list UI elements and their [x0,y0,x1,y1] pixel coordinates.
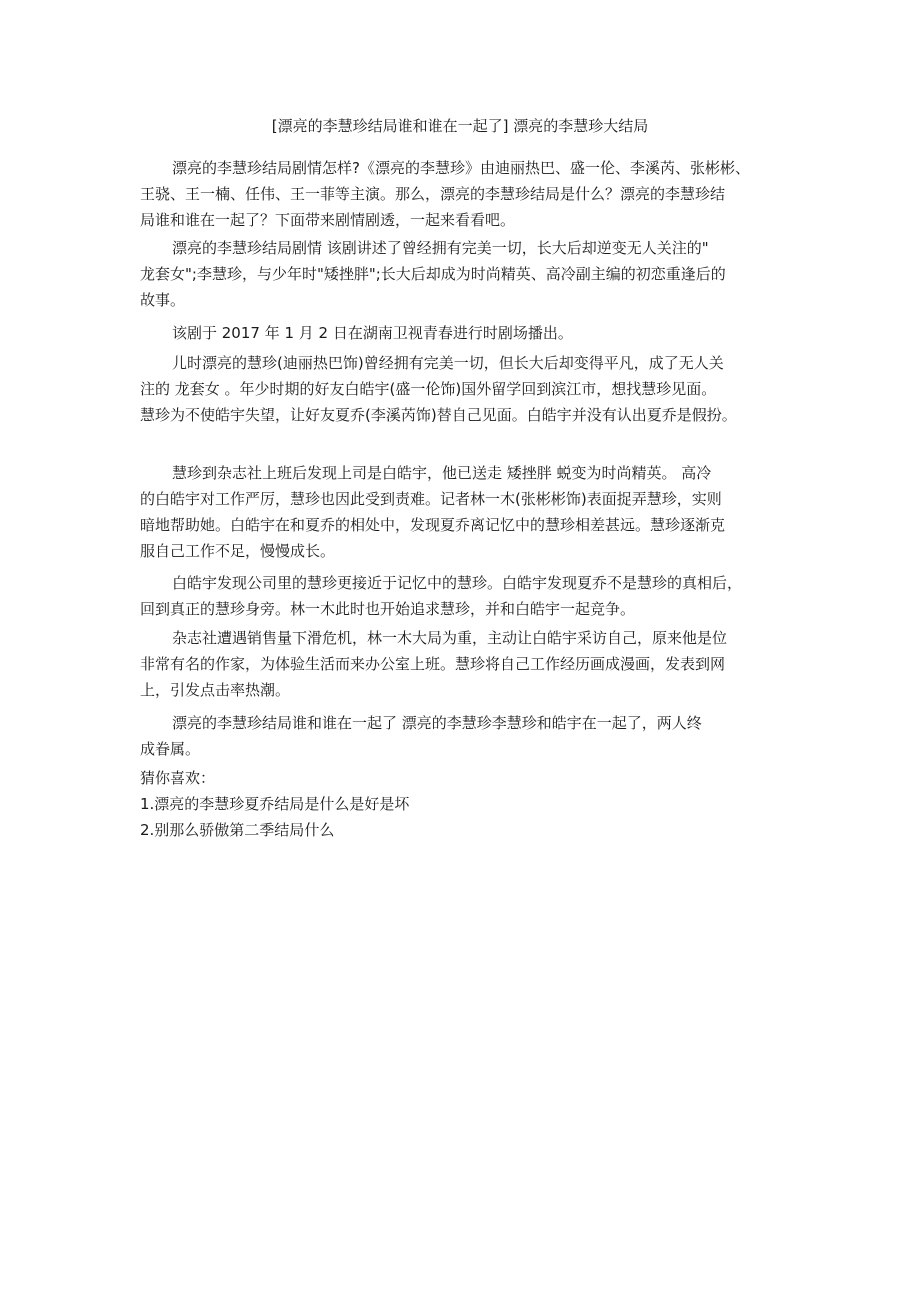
text-line: 服自己工作不足，慢慢成长。 [140,542,336,560]
text-line: 龙套女";李慧珍，与少年时"矮挫胖";长大后却成为时尚精英、高冷副主编的初恋重逢后的 [140,265,726,283]
text-line: 漂亮的李慧珍结局谁和谁在一起了 漂亮的李慧珍李慧珍和皓宇在一起了，两人终 [172,714,702,732]
text-line: 成眷属。 [140,740,201,758]
paragraph-intro [140,155,790,233]
text-line: 暗地帮助她。白皓宇在和夏乔的相处中，发现夏乔离记忆中的慧珍相差甚远。慧珍逐渐克 [140,516,726,534]
paragraph-broadcast [140,320,790,346]
text-line: 杂志社遭遇销售量下滑危机，林一木大局为重，主动让白皓宇采访自己，原来他是位 [172,629,728,647]
text-line: 注的 龙套女 。年少时期的好友白皓宇(盛一伦饰)国外留学回到滨江市，想找慧珍见面。 [140,380,717,398]
text-line: 儿时漂亮的慧珍(迪丽热巴饰)曾经拥有完美一切，但长大后却变得平凡，成了无人关 [172,354,724,372]
paragraph-ending [140,710,790,762]
paragraph-truth [140,570,790,622]
text-line: 故事。 [140,291,186,309]
text-line: 局谁和谁在一起了？下面带来剧情剧透，一起来看看吧。 [140,211,516,229]
text-line: 漂亮的李慧珍结局剧情 该剧讲述了曾经拥有完美一切，长大后却逆变无人关注的" [172,239,709,257]
recommend-section [140,765,790,843]
paragraph-childhood [140,350,790,428]
paragraph-plot-summary [140,235,790,313]
text-line: 上，引发点击率热潮。 [140,681,291,699]
recommend-item-2: 2.别那么骄傲第二季结局什么 [140,821,335,839]
paragraph-magazine [140,460,790,564]
recommend-item-1: 1.漂亮的李慧珍夏乔结局是什么是好是坏 [140,795,410,813]
text-line: 非常有名的作家，为体验生活而来办公室上班。慧珍将自己工作经历画成漫画，发表到网 [140,655,726,673]
page-title: [漂亮的李慧珍结局谁和谁在一起了] 漂亮的李慧珍大结局 [271,117,649,135]
text-line: 漂亮的李慧珍结局剧情怎样?《漂亮的李慧珍》由迪丽热巴、盛一伦、李溪芮、张彬彬、 [172,159,750,177]
text-line: 回到真正的慧珍身旁。林一木此时也开始追求慧珍，并和白皓宇一起竞争。 [140,600,636,618]
text-line: 慧珍为不使皓宇失望，让好友夏乔(李溪芮饰)替自己见面。白皓宇并没有认出夏乔是假扮。 [140,406,737,424]
text-line: 白皓宇发现公司里的慧珍更接近于记忆中的慧珍。白皓宇发现夏乔不是慧珍的真相后， [172,574,743,592]
text-line: 的白皓宇对工作严厉，慧珍也因此受到责难。记者林一木(张彬彬饰)表面捉弄慧珍，实则 [140,490,722,508]
text-line: 慧珍到杂志社上班后发现上司是白皓宇，他已送走 矮挫胖 蜕变为时尚精英。 高冷 [172,464,712,482]
text-line: 王骁、王一楠、任伟、王一菲等主演。那么，漂亮的李慧珍结局是什么？漂亮的李慧珍结 [140,185,726,203]
paragraph-crisis [140,625,790,703]
text-line: 该剧于 2017 年 1 月 2 日在湖南卫视青春进行时剧场播出。 [172,324,573,342]
recommend-heading: 猜你喜欢： [140,769,216,787]
